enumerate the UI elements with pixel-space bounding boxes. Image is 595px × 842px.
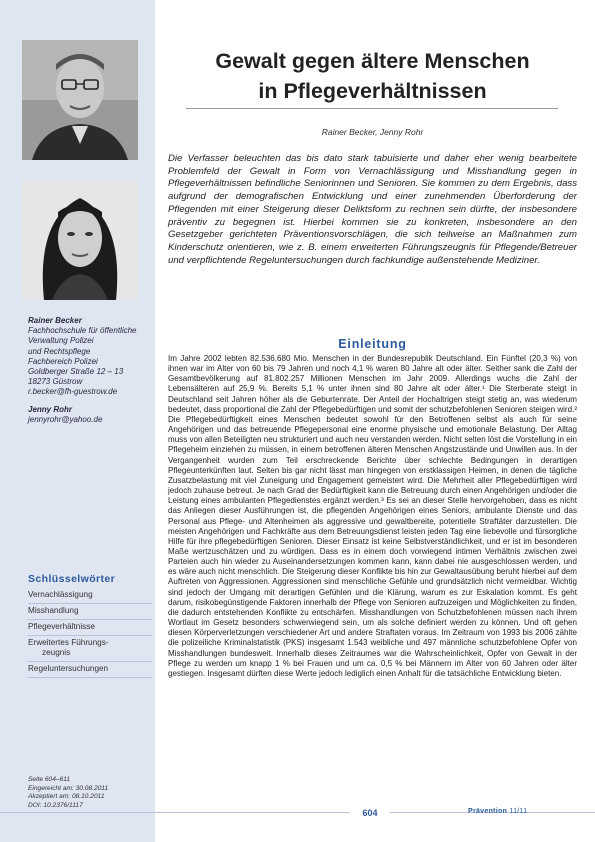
keyword-item: [28, 636, 152, 662]
affiliation-line: 18273 Güstrow: [28, 377, 83, 387]
section-heading: Einleitung: [338, 337, 407, 351]
meta-pages: Seite 604–611: [28, 776, 71, 783]
affiliation-line: Fachhochschule für öffentliche: [28, 326, 137, 336]
keyword-item-line: zeugnis: [42, 648, 71, 657]
author-affiliations: [28, 316, 152, 425]
title-line: in Pflegeverhältnissen: [258, 79, 487, 103]
affiliation-line: Fachbereich Polizei: [28, 356, 98, 366]
title-line: Gewalt gegen ältere Menschen: [215, 49, 530, 73]
meta-submitted: Eingereicht am: 30.08.2011: [28, 784, 109, 792]
keywords-box: [28, 573, 152, 678]
page-number: 604: [350, 806, 390, 820]
keywords-heading: Schlüsselwörter: [28, 573, 116, 585]
affiliation-line: Goldberger Straße 12 – 13: [28, 367, 124, 377]
body-text: Im Jahre 2002 lebten 82.536.680 Mio. Menschen in der Bundesrepublik Deutschland. Ein Fünftel (20,3 %) von ihnen war im Alter von 60 bis 79 Jahren und noch 4,1 % waren 80 Jahre alt oder älter. Seither sank die Zahl der Gesamtbevölkerung auf 81.802.257 Millionen Menschen im Jahr 2009. Allerdings wuchs die Zahl der Lebensälteren auf 25,9 %. Bereits 5,1 % unter ihnen sind 80 Jahre alt oder älter.¹ Die Sterberate steigt in Deutschland seit Jahren höher als die Geburtenrate. Der Anteil der Hochaltrigen steigt stetig an, was wiederum bedeutet, dass proportional die Zahl der Pflegebedürftigen und somit der schutzbefohlenen Senioren steigen wird.² Die Pflegebedürftigkeit eines Menschen bedeutet sowohl für den Betroffenen selbst als auch für seine Angehörigen und das betreuende Pflegepersonal eine enorme physische und emotionale Belastung. Der Alltag muss von allen Beteiligten neu strukturiert und auch neu verstanden werden. Nicht selten löst die Vorstellung in ein Pflegeheim einziehen zu müssen, in einem betroffenen älteren Menschen Angstzustände und Unwillen aus. In der Vergangenheit wurden zum Teil erschreckende Berichte über schlechte Bedingungen in derartigen Pflegeunterkünften laut. Selten bis gar nicht lässt man hingegen von erstklassigen Heimen, in denen die tägliche Zusatzbelastung mit viel Zuneigung und Engagement gemeistert wird. Die Mehrheit aller Pflegebedürftigen wird jedoch zuhause betreut. Je nach Grad der Bedürftigkeit kann die Betreuung durch einen Angehörigen und/oder die Leistung eines ambulanten Pflegedienstes ergänzt werden.³ Es sei an dieser Stelle hervorgehoben, dass es nicht das Anliegen dieser Ausführungen ist, die pflegenden Angehörigen eines Seniors, ambulante Dienste und das Personal aus Pflege- und Altenheimen als aggressive und gewaltbereite, potentielle Straftäter darzustellen. Die meisten Angehörigen und Fachkräfte aus dem Betreuungsdienst leisten jeden Tag eine liebevolle und fürsorgliche Hilfe für ihre pflegebedürftigen Senioren. Dieser Einsatz ist keine Selbstverständlichkeit, und er ist im besonderen Maße wertzuschätzen und zu würdigen. Dass es in einem doch vorwiegend intimen Verhältnis zwischen zwei Parteien auch hin wieder zu Auseinandersetzungen kommen kann, kann dabei nie ausgeschlossen werden, und es wäre auch nicht menschlich. Die Steigerung dieser Konflikte bis hin zur Gewaltausübung beruht hierbei auf dem Auftreten von Aggressionen. Aggressionen sind menschliche Gefühle und grundsätzlich nicht vermeidbar. Wichtig sind jedoch der Umgang mit derartigen Gefühlen und die Klärung, warum es zur Eskalation kommt. Es geht darum, risikobegünstigende Faktoren innerhalb der Pflege von Senioren aufzuzeigen und Möglichkeiten zu finden, die dadurch entstehenden Konflikte zu entschärfen. Misshandlungen von Schutzbefohlenen müssen nach ihrem Wortlaut im Gesetz besonders schwerwiegend sein, um als solche definiert werden zu können. Und oft gehen diesen Körperverletzungen verschiedener Art und andere Straftaten voraus. Im Zeitraum von 1993 bis 2006 zählte die polizeiliche Kriminalstatistik (PKS) insgesamt 1.543 weibliche und 497 männliche schutzbefohlene Opfer von Misshandlungen bundesweit. Innerhalb dieses Zeitraumes war die Wahrscheinlichkeit, Opfer von Gewalt in der Pflege zu werden um knapp 1 % bei Frauen und um ca. 0,5 % bei Männern im Alter von 60 Jahren oder älter gestiegen. Insgesamt dürften diese Werte jedoch lediglich einen Anhalt für die tatsächliche Entwicklung bieten.: [168, 354, 577, 678]
article-meta: [28, 776, 152, 810]
keyword-item: Vernachlässigung: [28, 588, 152, 604]
journal-footer: [468, 808, 527, 815]
byline: Rainer Becker, Jenny Rohr: [321, 127, 424, 137]
article-title: [168, 46, 577, 106]
keyword-item: Regeluntersuchungen: [28, 662, 152, 678]
author-photo-jenny-rohr: [22, 180, 138, 300]
keyword-item: Misshandlung: [28, 604, 152, 620]
author-email-1[interactable]: r.becker@fh-guestrow.de: [28, 387, 118, 397]
journal-issue: 11/11: [509, 808, 528, 815]
abstract: Die Verfasser beleuchten das bis dato stark tabuisierte und daher eher wenig bearbeitete Problemfeld der Gewalt in Form von Vernachlässigung und Misshandlung gegen in Pflegeverhältnissen befindliche Seniorinnen und Senioren. Sie kommen zu dem Ergebnis, dass aufgrund der demografischen Entwicklung und einer zunehmenden Überforderung der Pflegenden mit einer Steigerung dieser Deliktsform zu rechnen sein dürfte, der insbesondere präventiv zu begegnen ist. Hierbei kommen sie zu konkreten, insbesondere an den Gesetzgeber gerichteten Präventionsvorschlägen, die sich teilweise an Maßnahmen zum Kinderschutz orientieren, wie z. B. einem erweiterten Führungszeugnis für Pflegende/Betreuer und verpflichtende Regeluntersuchungen durch fachkundige außenstehende Mediziner.: [168, 153, 577, 266]
keyword-item: Pflegeverhältnisse: [28, 620, 152, 636]
affiliation-line: Verwaltung Polizei: [28, 336, 94, 346]
keyword-item-line: Erweitertes Führungs-: [28, 638, 109, 647]
title-rule: [186, 108, 558, 109]
meta-accepted: Akzeptiert am: 08.10.2011: [28, 793, 105, 801]
meta-doi: DOI: 10.2376/1117: [28, 801, 83, 809]
author-name-1: Rainer Becker: [28, 316, 82, 325]
journal-name: Prävention: [468, 808, 508, 815]
author-name-2: Jenny Rohr: [28, 404, 73, 414]
author-photo-rainer-becker: [22, 40, 138, 160]
author-email-2[interactable]: jennyrohr@yahoo.de: [28, 414, 103, 424]
affiliation-line: und Rechtspflege: [28, 346, 91, 356]
